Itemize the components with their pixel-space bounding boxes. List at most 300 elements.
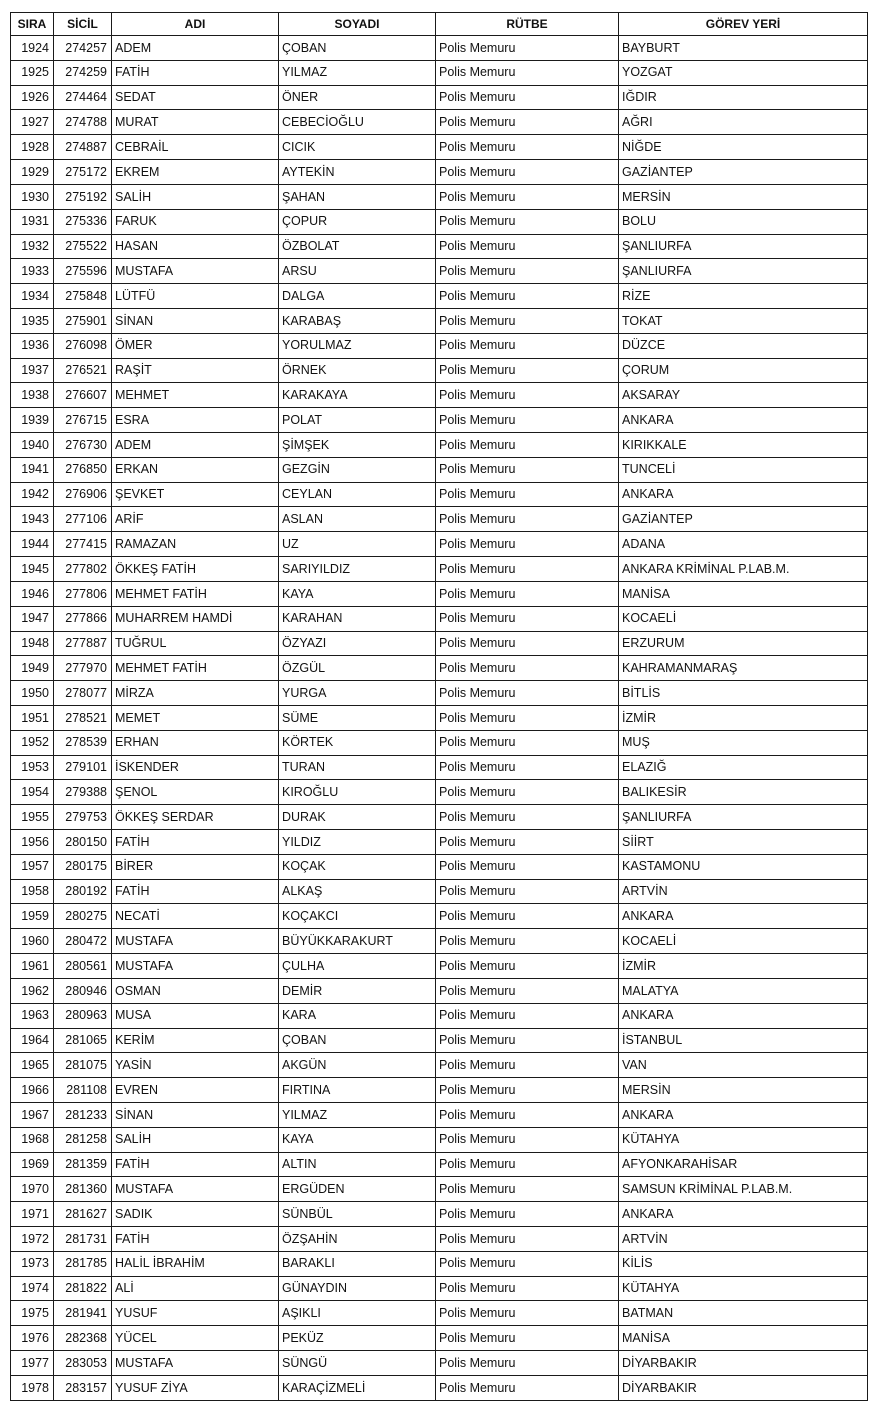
cell-sira: 1926 — [11, 85, 54, 110]
cell-rutbe: Polis Memuru — [436, 904, 619, 929]
cell-sicil: 281065 — [54, 1028, 112, 1053]
cell-gorev-yeri: İZMİR — [619, 954, 868, 979]
cell-soyadi: ÇOPUR — [279, 209, 436, 234]
cell-adi: YUSUF ZİYA — [112, 1375, 279, 1400]
cell-gorev-yeri: KOCAELİ — [619, 606, 868, 631]
cell-sicil: 280192 — [54, 879, 112, 904]
table-row — [11, 209, 868, 234]
cell-soyadi: KARAKAYA — [279, 383, 436, 408]
cell-sicil: 277866 — [54, 606, 112, 631]
cell-rutbe: Polis Memuru — [436, 1003, 619, 1028]
table-row — [11, 755, 868, 780]
cell-adi: YUSUF — [112, 1301, 279, 1326]
cell-sira: 1954 — [11, 780, 54, 805]
cell-sira: 1947 — [11, 606, 54, 631]
cell-sicil: 276850 — [54, 457, 112, 482]
table-row — [11, 557, 868, 582]
table-row — [11, 408, 868, 433]
cell-sicil: 275596 — [54, 259, 112, 284]
header-rutbe: RÜTBE — [436, 13, 619, 36]
cell-gorev-yeri: KASTAMONU — [619, 854, 868, 879]
table-row — [11, 830, 868, 855]
cell-sicil: 275336 — [54, 209, 112, 234]
cell-adi: LÜTFÜ — [112, 284, 279, 309]
cell-gorev-yeri: ELAZIĞ — [619, 755, 868, 780]
cell-soyadi: ŞAHAN — [279, 184, 436, 209]
cell-rutbe: Polis Memuru — [436, 507, 619, 532]
cell-rutbe: Polis Memuru — [436, 1078, 619, 1103]
cell-sira: 1925 — [11, 60, 54, 85]
cell-soyadi: AKGÜN — [279, 1053, 436, 1078]
cell-sira: 1936 — [11, 333, 54, 358]
cell-adi: MEHMET — [112, 383, 279, 408]
cell-adi: ERKAN — [112, 457, 279, 482]
table-row — [11, 160, 868, 185]
table-row — [11, 85, 868, 110]
table-row — [11, 284, 868, 309]
cell-gorev-yeri: ANKARA KRİMİNAL P.LAB.M. — [619, 557, 868, 582]
cell-sira: 1953 — [11, 755, 54, 780]
cell-rutbe: Polis Memuru — [436, 457, 619, 482]
table-row — [11, 482, 868, 507]
cell-adi: ÖKKEŞ SERDAR — [112, 805, 279, 830]
cell-rutbe: Polis Memuru — [436, 1177, 619, 1202]
cell-sicil: 277970 — [54, 656, 112, 681]
cell-gorev-yeri: KİLİS — [619, 1251, 868, 1276]
table-row — [11, 383, 868, 408]
cell-rutbe: Polis Memuru — [436, 1326, 619, 1351]
cell-soyadi: CEYLAN — [279, 482, 436, 507]
cell-adi: MUSTAFA — [112, 954, 279, 979]
cell-sicil: 274259 — [54, 60, 112, 85]
cell-sicil: 276607 — [54, 383, 112, 408]
cell-sicil: 274464 — [54, 85, 112, 110]
cell-rutbe: Polis Memuru — [436, 631, 619, 656]
cell-gorev-yeri: ARTVİN — [619, 879, 868, 904]
cell-sira: 1927 — [11, 110, 54, 135]
cell-gorev-yeri: ANKARA — [619, 1003, 868, 1028]
cell-rutbe: Polis Memuru — [436, 234, 619, 259]
cell-rutbe: Polis Memuru — [436, 1227, 619, 1252]
cell-soyadi: BARAKLI — [279, 1251, 436, 1276]
table-row — [11, 879, 868, 904]
table-header-row — [11, 13, 868, 36]
table-row — [11, 308, 868, 333]
cell-sicil: 281360 — [54, 1177, 112, 1202]
cell-rutbe: Polis Memuru — [436, 532, 619, 557]
cell-rutbe: Polis Memuru — [436, 854, 619, 879]
cell-gorev-yeri: GAZİANTEP — [619, 507, 868, 532]
cell-sira: 1975 — [11, 1301, 54, 1326]
header-soyadi: SOYADI — [279, 13, 436, 36]
cell-rutbe: Polis Memuru — [436, 557, 619, 582]
cell-soyadi: KARAÇİZMELİ — [279, 1375, 436, 1400]
cell-gorev-yeri: ANKARA — [619, 482, 868, 507]
cell-soyadi: KÖRTEK — [279, 730, 436, 755]
cell-sicil: 281941 — [54, 1301, 112, 1326]
header-gorev-yeri: GÖREV YERİ — [619, 13, 868, 36]
cell-sira: 1967 — [11, 1102, 54, 1127]
cell-sira: 1950 — [11, 681, 54, 706]
cell-sira: 1946 — [11, 581, 54, 606]
cell-sicil: 280561 — [54, 954, 112, 979]
cell-sicil: 283157 — [54, 1375, 112, 1400]
table-row — [11, 581, 868, 606]
cell-adi: FATİH — [112, 830, 279, 855]
cell-gorev-yeri: TOKAT — [619, 308, 868, 333]
cell-sira: 1944 — [11, 532, 54, 557]
cell-sicil: 276715 — [54, 408, 112, 433]
cell-adi: ERHAN — [112, 730, 279, 755]
cell-rutbe: Polis Memuru — [436, 308, 619, 333]
cell-adi: MEMET — [112, 705, 279, 730]
cell-adi: YÜCEL — [112, 1326, 279, 1351]
cell-sira: 1943 — [11, 507, 54, 532]
cell-adi: MUHARREM HAMDİ — [112, 606, 279, 631]
table-row — [11, 805, 868, 830]
cell-adi: SALİH — [112, 184, 279, 209]
cell-soyadi: ÖRNEK — [279, 358, 436, 383]
table-row — [11, 978, 868, 1003]
cell-adi: MUSTAFA — [112, 929, 279, 954]
cell-sira: 1938 — [11, 383, 54, 408]
cell-adi: MUSTAFA — [112, 1351, 279, 1376]
cell-adi: EKREM — [112, 160, 279, 185]
cell-gorev-yeri: ANKARA — [619, 904, 868, 929]
cell-rutbe: Polis Memuru — [436, 333, 619, 358]
cell-rutbe: Polis Memuru — [436, 830, 619, 855]
cell-adi: ADEM — [112, 36, 279, 61]
cell-soyadi: YILDIZ — [279, 830, 436, 855]
cell-rutbe: Polis Memuru — [436, 482, 619, 507]
table-row — [11, 606, 868, 631]
cell-sira: 1933 — [11, 259, 54, 284]
cell-sira: 1935 — [11, 308, 54, 333]
cell-adi: HALİL İBRAHİM — [112, 1251, 279, 1276]
cell-gorev-yeri: MANİSA — [619, 581, 868, 606]
cell-adi: TUĞRUL — [112, 631, 279, 656]
cell-adi: MUSTAFA — [112, 1177, 279, 1202]
table-row — [11, 1127, 868, 1152]
cell-sira: 1965 — [11, 1053, 54, 1078]
cell-sicil: 276730 — [54, 433, 112, 458]
table-row — [11, 1078, 868, 1103]
table-row — [11, 1251, 868, 1276]
cell-rutbe: Polis Memuru — [436, 1301, 619, 1326]
cell-sicil: 281233 — [54, 1102, 112, 1127]
cell-sira: 1978 — [11, 1375, 54, 1400]
cell-sira: 1929 — [11, 160, 54, 185]
cell-gorev-yeri: ANKARA — [619, 1202, 868, 1227]
cell-soyadi: KOÇAK — [279, 854, 436, 879]
cell-soyadi: ÇULHA — [279, 954, 436, 979]
table-row — [11, 1301, 868, 1326]
cell-sicil: 274788 — [54, 110, 112, 135]
cell-soyadi: AŞIKLI — [279, 1301, 436, 1326]
cell-sicil: 275848 — [54, 284, 112, 309]
cell-rutbe: Polis Memuru — [436, 780, 619, 805]
cell-gorev-yeri: ŞANLIURFA — [619, 234, 868, 259]
cell-sicil: 281822 — [54, 1276, 112, 1301]
cell-adi: ÖKKEŞ FATİH — [112, 557, 279, 582]
cell-adi: RAŞİT — [112, 358, 279, 383]
table-row — [11, 36, 868, 61]
cell-gorev-yeri: RİZE — [619, 284, 868, 309]
cell-gorev-yeri: KÜTAHYA — [619, 1276, 868, 1301]
cell-sira: 1941 — [11, 457, 54, 482]
cell-gorev-yeri: ÇORUM — [619, 358, 868, 383]
cell-adi: SEDAT — [112, 85, 279, 110]
table-row — [11, 532, 868, 557]
cell-rutbe: Polis Memuru — [436, 209, 619, 234]
table-row — [11, 681, 868, 706]
cell-sira: 1964 — [11, 1028, 54, 1053]
cell-gorev-yeri: ADANA — [619, 532, 868, 557]
cell-soyadi: TURAN — [279, 755, 436, 780]
cell-adi: İSKENDER — [112, 755, 279, 780]
cell-gorev-yeri: İSTANBUL — [619, 1028, 868, 1053]
cell-rutbe: Polis Memuru — [436, 1102, 619, 1127]
cell-rutbe: Polis Memuru — [436, 110, 619, 135]
table-row — [11, 1152, 868, 1177]
table-row — [11, 1003, 868, 1028]
cell-soyadi: KOÇAKCI — [279, 904, 436, 929]
header-adi: ADI — [112, 13, 279, 36]
cell-sicil: 281731 — [54, 1227, 112, 1252]
cell-sicil: 275522 — [54, 234, 112, 259]
table-row — [11, 358, 868, 383]
cell-adi: ADEM — [112, 433, 279, 458]
cell-adi: YASİN — [112, 1053, 279, 1078]
cell-adi: RAMAZAN — [112, 532, 279, 557]
cell-soyadi: BÜYÜKKARAKURT — [279, 929, 436, 954]
cell-sira: 1968 — [11, 1127, 54, 1152]
cell-rutbe: Polis Memuru — [436, 1127, 619, 1152]
cell-sira: 1930 — [11, 184, 54, 209]
cell-sira: 1924 — [11, 36, 54, 61]
cell-gorev-yeri: DİYARBAKIR — [619, 1375, 868, 1400]
cell-adi: MEHMET FATİH — [112, 656, 279, 681]
cell-adi: ARİF — [112, 507, 279, 532]
table-row — [11, 780, 868, 805]
cell-gorev-yeri: DÜZCE — [619, 333, 868, 358]
cell-gorev-yeri: MANİSA — [619, 1326, 868, 1351]
cell-adi: NECATİ — [112, 904, 279, 929]
cell-gorev-yeri: ŞANLIURFA — [619, 805, 868, 830]
cell-adi: FATİH — [112, 1152, 279, 1177]
cell-sicil: 278521 — [54, 705, 112, 730]
cell-gorev-yeri: BALIKESİR — [619, 780, 868, 805]
cell-sicil: 280963 — [54, 1003, 112, 1028]
cell-sira: 1961 — [11, 954, 54, 979]
table-row — [11, 1053, 868, 1078]
cell-sicil: 275901 — [54, 308, 112, 333]
cell-rutbe: Polis Memuru — [436, 259, 619, 284]
cell-sicil: 276098 — [54, 333, 112, 358]
cell-soyadi: ALKAŞ — [279, 879, 436, 904]
cell-soyadi: SÜNBÜL — [279, 1202, 436, 1227]
cell-sira: 1977 — [11, 1351, 54, 1376]
cell-rutbe: Polis Memuru — [436, 1251, 619, 1276]
cell-sicil: 281108 — [54, 1078, 112, 1103]
cell-rutbe: Polis Memuru — [436, 36, 619, 61]
cell-soyadi: UZ — [279, 532, 436, 557]
cell-gorev-yeri: İZMİR — [619, 705, 868, 730]
cell-sira: 1974 — [11, 1276, 54, 1301]
cell-soyadi: DEMİR — [279, 978, 436, 1003]
cell-rutbe: Polis Memuru — [436, 85, 619, 110]
cell-soyadi: SÜNGÜ — [279, 1351, 436, 1376]
cell-soyadi: FIRTINA — [279, 1078, 436, 1103]
cell-soyadi: ASLAN — [279, 507, 436, 532]
cell-rutbe: Polis Memuru — [436, 135, 619, 160]
cell-sicil: 280175 — [54, 854, 112, 879]
cell-soyadi: YILMAZ — [279, 60, 436, 85]
cell-gorev-yeri: KOCAELİ — [619, 929, 868, 954]
cell-gorev-yeri: BİTLİS — [619, 681, 868, 706]
cell-sicil: 283053 — [54, 1351, 112, 1376]
table-row — [11, 234, 868, 259]
cell-sira: 1952 — [11, 730, 54, 755]
cell-sicil: 275192 — [54, 184, 112, 209]
cell-adi: SİNAN — [112, 1102, 279, 1127]
cell-gorev-yeri: BOLU — [619, 209, 868, 234]
cell-sira: 1932 — [11, 234, 54, 259]
table-row — [11, 259, 868, 284]
cell-soyadi: AYTEKİN — [279, 160, 436, 185]
table-row — [11, 507, 868, 532]
table-row — [11, 1326, 868, 1351]
table-row — [11, 854, 868, 879]
table-row — [11, 1375, 868, 1400]
cell-adi: MİRZA — [112, 681, 279, 706]
cell-sicil: 281258 — [54, 1127, 112, 1152]
cell-sira: 1949 — [11, 656, 54, 681]
cell-gorev-yeri: KÜTAHYA — [619, 1127, 868, 1152]
cell-rutbe: Polis Memuru — [436, 879, 619, 904]
cell-adi: ŞEVKET — [112, 482, 279, 507]
table-row — [11, 433, 868, 458]
cell-adi: SADIK — [112, 1202, 279, 1227]
cell-adi: FATİH — [112, 60, 279, 85]
cell-adi: FARUK — [112, 209, 279, 234]
cell-gorev-yeri: ANKARA — [619, 408, 868, 433]
cell-sira: 1945 — [11, 557, 54, 582]
cell-rutbe: Polis Memuru — [436, 284, 619, 309]
cell-gorev-yeri: ANKARA — [619, 1102, 868, 1127]
cell-adi: MUSTAFA — [112, 259, 279, 284]
table-row — [11, 1028, 868, 1053]
header-sira: SIRA — [11, 13, 54, 36]
cell-sira: 1955 — [11, 805, 54, 830]
cell-rutbe: Polis Memuru — [436, 805, 619, 830]
cell-adi: MUSA — [112, 1003, 279, 1028]
cell-sicil: 281785 — [54, 1251, 112, 1276]
cell-gorev-yeri: KIRIKKALE — [619, 433, 868, 458]
cell-sira: 1962 — [11, 978, 54, 1003]
cell-rutbe: Polis Memuru — [436, 730, 619, 755]
cell-sira: 1958 — [11, 879, 54, 904]
cell-soyadi: ÖZYAZI — [279, 631, 436, 656]
cell-rutbe: Polis Memuru — [436, 978, 619, 1003]
cell-sicil: 277802 — [54, 557, 112, 582]
cell-gorev-yeri: NİĞDE — [619, 135, 868, 160]
cell-rutbe: Polis Memuru — [436, 1276, 619, 1301]
cell-soyadi: YURGA — [279, 681, 436, 706]
cell-sicil: 280275 — [54, 904, 112, 929]
cell-sicil: 274887 — [54, 135, 112, 160]
cell-rutbe: Polis Memuru — [436, 1375, 619, 1400]
cell-sira: 1959 — [11, 904, 54, 929]
cell-soyadi: KARA — [279, 1003, 436, 1028]
cell-adi: MEHMET FATİH — [112, 581, 279, 606]
cell-gorev-yeri: GAZİANTEP — [619, 160, 868, 185]
cell-sicil: 277887 — [54, 631, 112, 656]
header-sicil: SİCİL — [54, 13, 112, 36]
cell-soyadi: YILMAZ — [279, 1102, 436, 1127]
document-page — [10, 12, 867, 1401]
cell-sicil: 281627 — [54, 1202, 112, 1227]
cell-rutbe: Polis Memuru — [436, 755, 619, 780]
cell-soyadi: ÇOBAN — [279, 1028, 436, 1053]
table-row — [11, 954, 868, 979]
cell-sicil: 275172 — [54, 160, 112, 185]
table-row — [11, 730, 868, 755]
cell-soyadi: DALGA — [279, 284, 436, 309]
personnel-table — [10, 12, 868, 1401]
cell-gorev-yeri: ŞANLIURFA — [619, 259, 868, 284]
cell-rutbe: Polis Memuru — [436, 433, 619, 458]
cell-soyadi: SÜME — [279, 705, 436, 730]
cell-soyadi: SARIYILDIZ — [279, 557, 436, 582]
cell-sira: 1942 — [11, 482, 54, 507]
cell-gorev-yeri: DİYARBAKIR — [619, 1351, 868, 1376]
cell-soyadi: CEBECİOĞLU — [279, 110, 436, 135]
table-row — [11, 656, 868, 681]
table-row — [11, 135, 868, 160]
cell-adi: EVREN — [112, 1078, 279, 1103]
cell-rutbe: Polis Memuru — [436, 383, 619, 408]
cell-adi: BİRER — [112, 854, 279, 879]
table-row — [11, 1102, 868, 1127]
cell-gorev-yeri: SAMSUN KRİMİNAL P.LAB.M. — [619, 1177, 868, 1202]
cell-rutbe: Polis Memuru — [436, 1202, 619, 1227]
table-row — [11, 60, 868, 85]
cell-rutbe: Polis Memuru — [436, 681, 619, 706]
cell-adi: KERİM — [112, 1028, 279, 1053]
cell-sira: 1948 — [11, 631, 54, 656]
cell-sicil: 276521 — [54, 358, 112, 383]
cell-adi: HASAN — [112, 234, 279, 259]
table-row — [11, 1276, 868, 1301]
cell-soyadi: DURAK — [279, 805, 436, 830]
cell-soyadi: ÖZŞAHİN — [279, 1227, 436, 1252]
table-row — [11, 457, 868, 482]
cell-sira: 1976 — [11, 1326, 54, 1351]
cell-soyadi: KIROĞLU — [279, 780, 436, 805]
cell-soyadi: ERGÜDEN — [279, 1177, 436, 1202]
table-row — [11, 1202, 868, 1227]
cell-sicil: 282368 — [54, 1326, 112, 1351]
cell-gorev-yeri: BATMAN — [619, 1301, 868, 1326]
cell-gorev-yeri: IĞDIR — [619, 85, 868, 110]
cell-adi: CEBRAİL — [112, 135, 279, 160]
cell-sira: 1951 — [11, 705, 54, 730]
table-row — [11, 631, 868, 656]
cell-soyadi: POLAT — [279, 408, 436, 433]
cell-gorev-yeri: MALATYA — [619, 978, 868, 1003]
cell-gorev-yeri: KAHRAMANMARAŞ — [619, 656, 868, 681]
